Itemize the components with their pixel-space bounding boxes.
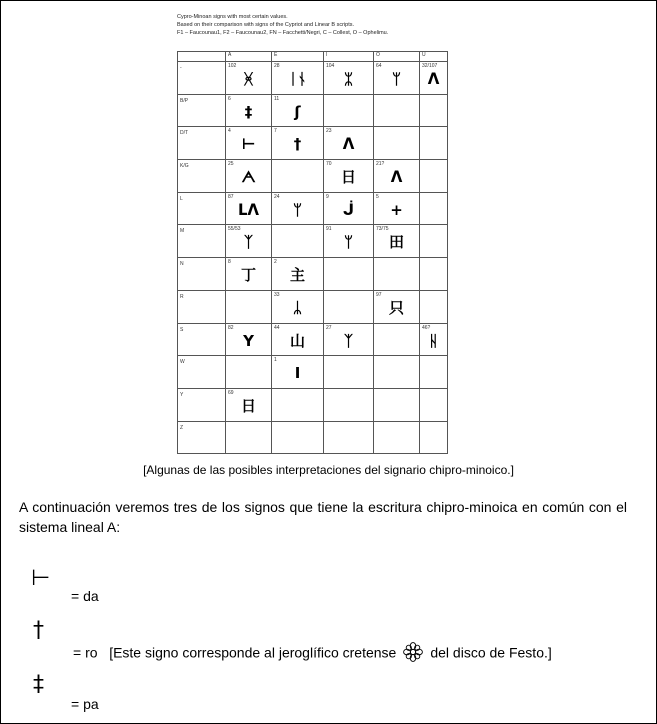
sign-number: 69 bbox=[228, 389, 234, 396]
sign-glyph: 日 bbox=[240, 396, 256, 415]
sign-cell bbox=[324, 356, 374, 389]
column-header: A bbox=[226, 52, 272, 62]
row-label: D/T bbox=[178, 127, 226, 160]
sign-number: 87 bbox=[228, 193, 234, 200]
table-row bbox=[178, 323, 448, 356]
row-label: Y bbox=[178, 388, 226, 421]
sign-cell bbox=[272, 62, 324, 95]
sign-cell bbox=[374, 388, 420, 421]
row-label: M bbox=[178, 225, 226, 258]
cypro-minoan-sign-table-figure bbox=[177, 7, 475, 457]
sign-number: 102 bbox=[228, 63, 237, 69]
sign-cell bbox=[226, 323, 272, 356]
sign-cell bbox=[420, 127, 448, 160]
sign-glyph: ᛉ bbox=[343, 331, 353, 350]
row-label: - bbox=[178, 62, 226, 95]
figure-header bbox=[177, 13, 475, 37]
sign-ro-note-after: del disco de Festo.] bbox=[430, 644, 552, 661]
sign-cell bbox=[226, 421, 272, 454]
row-label: S bbox=[178, 323, 226, 356]
sign-cell bbox=[272, 94, 324, 127]
sign-number: 11 bbox=[274, 95, 280, 102]
sign-cell bbox=[374, 421, 420, 454]
sign-cell bbox=[420, 94, 448, 127]
sign-number: 6 bbox=[228, 95, 231, 102]
sign-glyph: ᒪᐱ bbox=[237, 200, 259, 219]
sign-glyph: ᛁᚾ bbox=[288, 70, 307, 88]
sign-cell bbox=[420, 225, 448, 258]
sign-number: 7 bbox=[274, 128, 277, 135]
column-header: U bbox=[420, 52, 448, 62]
column-header: I bbox=[324, 52, 374, 62]
sign-cell bbox=[420, 192, 448, 225]
sign-glyph: ᛉ bbox=[243, 233, 253, 252]
sign-cell bbox=[420, 356, 448, 389]
sign-number: 28 bbox=[274, 63, 280, 69]
row-label: K/G bbox=[178, 160, 226, 193]
sign-number: 8 bbox=[228, 259, 231, 266]
intro-paragraph: A continuación veremos tres de los signos que tiene la escritura chipro-minoica en común con el sistema lineal A: bbox=[19, 499, 627, 535]
sign-cell bbox=[324, 421, 374, 454]
sign-cell bbox=[226, 225, 272, 258]
sign-cell bbox=[324, 290, 374, 323]
sign-glyph: ᐱ bbox=[342, 135, 355, 154]
sign-cell bbox=[324, 192, 374, 225]
table-row bbox=[178, 127, 448, 160]
table-row bbox=[178, 160, 448, 193]
sign-da-value: = da bbox=[71, 588, 99, 604]
table-row bbox=[178, 94, 448, 127]
table-row bbox=[178, 62, 448, 95]
sign-glyph: 主 bbox=[289, 266, 305, 285]
sign-cell bbox=[324, 258, 374, 291]
sign-glyph: 山 bbox=[289, 331, 305, 350]
sign-cell bbox=[420, 323, 448, 356]
table-row bbox=[178, 192, 448, 225]
sign-cell bbox=[374, 160, 420, 193]
sign-ro-line bbox=[73, 641, 552, 667]
sign-ro-glyph: † bbox=[33, 618, 44, 643]
sign-da-glyph: ⊢ bbox=[31, 566, 51, 591]
sign-number: 24 bbox=[274, 193, 280, 200]
sign-cell bbox=[226, 127, 272, 160]
sign-number: 64 bbox=[376, 63, 382, 69]
sign-cell bbox=[374, 323, 420, 356]
sign-cell bbox=[324, 160, 374, 193]
sign-number: 23 bbox=[326, 128, 332, 135]
table-row bbox=[178, 225, 448, 258]
sign-glyph: ᛘ bbox=[343, 233, 353, 252]
sign-glyph: ᒎ bbox=[342, 200, 355, 219]
sign-cell bbox=[324, 94, 374, 127]
sign-glyph: I bbox=[294, 364, 301, 383]
sign-pa-glyph: ‡ bbox=[33, 672, 44, 697]
row-label: L bbox=[178, 192, 226, 225]
column-header: E bbox=[272, 52, 324, 62]
sign-number: 104 bbox=[326, 63, 335, 69]
sign-number: 32/107 bbox=[422, 63, 438, 69]
sign-glyph: ⊢ bbox=[241, 135, 256, 154]
sign-ro-note-before: [Este signo corresponde al jeroglífico cretense bbox=[109, 644, 397, 661]
sign-cell bbox=[272, 421, 324, 454]
sign-glyph: ʃ bbox=[294, 102, 301, 121]
sign-cell bbox=[226, 62, 272, 95]
table-row bbox=[178, 388, 448, 421]
column-header: O bbox=[374, 52, 420, 62]
sign-glyph: ᐱ bbox=[427, 70, 440, 88]
sign-glyph: 丁 bbox=[240, 266, 256, 285]
sign-cell bbox=[420, 290, 448, 323]
sign-number: 21? bbox=[376, 161, 385, 168]
sign-cell bbox=[272, 225, 324, 258]
sign-table bbox=[177, 51, 448, 454]
sign-cell bbox=[374, 62, 420, 95]
sign-cell bbox=[374, 94, 420, 127]
sign-ro-value: = ro bbox=[73, 644, 98, 661]
sign-cell bbox=[272, 127, 324, 160]
sign-cell bbox=[272, 388, 324, 421]
sign-cell bbox=[374, 127, 420, 160]
sign-cell bbox=[226, 160, 272, 193]
sign-number: 44 bbox=[274, 324, 280, 331]
table-row bbox=[178, 356, 448, 389]
figure-caption: [Algunas de las posibles interpretaciones del signario chipro-minoico.] bbox=[143, 463, 514, 477]
sign-cell bbox=[226, 258, 272, 291]
sign-number: 4 bbox=[228, 128, 231, 135]
sign-cell bbox=[226, 290, 272, 323]
sign-cell bbox=[420, 160, 448, 193]
sign-cell bbox=[272, 323, 324, 356]
row-label: W bbox=[178, 356, 226, 389]
sign-cell bbox=[226, 94, 272, 127]
table-row bbox=[178, 258, 448, 291]
sign-cell bbox=[324, 225, 374, 258]
sign-cell bbox=[374, 356, 420, 389]
sign-pa-value: = pa bbox=[71, 696, 99, 712]
sign-number: 97 bbox=[376, 291, 382, 298]
table-row bbox=[178, 421, 448, 454]
sign-number: 73/75 bbox=[376, 226, 389, 233]
sign-number: 27 bbox=[326, 324, 332, 331]
sign-glyph: ᛦ bbox=[292, 298, 302, 317]
figure-header-line: Cypro-Minoan signs with most certain values. bbox=[177, 14, 288, 20]
row-label: N bbox=[178, 258, 226, 291]
table-row bbox=[178, 290, 448, 323]
sign-cell bbox=[324, 388, 374, 421]
sign-number: 25 bbox=[228, 161, 234, 168]
sign-cell bbox=[324, 323, 374, 356]
sign-cell bbox=[420, 388, 448, 421]
sign-cell bbox=[374, 290, 420, 323]
sign-glyph: 田 bbox=[388, 233, 404, 252]
sign-number: 33 bbox=[274, 291, 280, 298]
sign-cell bbox=[420, 421, 448, 454]
sign-glyph: ᛘ bbox=[292, 200, 302, 219]
sign-glyph: 日 bbox=[340, 168, 356, 187]
sign-number: 5 bbox=[376, 193, 379, 200]
sign-cell bbox=[324, 127, 374, 160]
sign-cell bbox=[374, 225, 420, 258]
sign-glyph: † bbox=[293, 135, 302, 154]
sign-glyph: ᛯ bbox=[343, 70, 353, 88]
sign-glyph: + bbox=[390, 200, 403, 219]
column-header bbox=[178, 52, 226, 62]
sign-number: 82 bbox=[228, 324, 234, 331]
sign-number: 9 bbox=[326, 193, 329, 200]
figure-header-line: Based on their comparison with signs of the Cypriot and Linear B scripts. bbox=[177, 22, 355, 28]
sign-number: 91 bbox=[326, 226, 332, 233]
sign-cell bbox=[272, 258, 324, 291]
sign-glyph: ᐱ bbox=[390, 168, 403, 187]
sign-glyph: 只 bbox=[388, 298, 404, 317]
sign-glyph: ᚸ bbox=[243, 70, 253, 88]
sign-number: 70 bbox=[326, 161, 332, 168]
row-label: B/P bbox=[178, 94, 226, 127]
sign-glyph: ᛘ bbox=[391, 70, 401, 88]
sign-cell bbox=[374, 258, 420, 291]
sign-cell bbox=[324, 62, 374, 95]
sign-cell bbox=[226, 192, 272, 225]
sign-cell bbox=[420, 258, 448, 291]
sign-glyph: ᚺ bbox=[428, 331, 438, 350]
sign-cell bbox=[226, 356, 272, 389]
sign-cell bbox=[272, 356, 324, 389]
sign-glyph: ᗅ bbox=[241, 168, 256, 187]
sign-glyph: Y bbox=[243, 331, 254, 350]
sign-number: 46? bbox=[422, 324, 431, 331]
sign-cell bbox=[272, 290, 324, 323]
sign-number: 2 bbox=[274, 259, 277, 266]
sign-cell bbox=[420, 62, 448, 95]
sign-number: 1 bbox=[274, 357, 277, 364]
sign-cell bbox=[272, 192, 324, 225]
row-label: R bbox=[178, 290, 226, 323]
sign-cell bbox=[374, 192, 420, 225]
sign-cell bbox=[226, 388, 272, 421]
sign-number: 55/53 bbox=[228, 226, 241, 233]
sign-cell bbox=[272, 160, 324, 193]
figure-header-line: F1 – Faucounau1, F2 – Faucounau2, FN – Facchetti/Negri, C – Collest, O – Ophelimu. bbox=[177, 30, 389, 36]
phaistos-rosette-icon bbox=[402, 641, 424, 667]
row-label: Z bbox=[178, 421, 226, 454]
sign-glyph: ‡ bbox=[244, 102, 253, 121]
